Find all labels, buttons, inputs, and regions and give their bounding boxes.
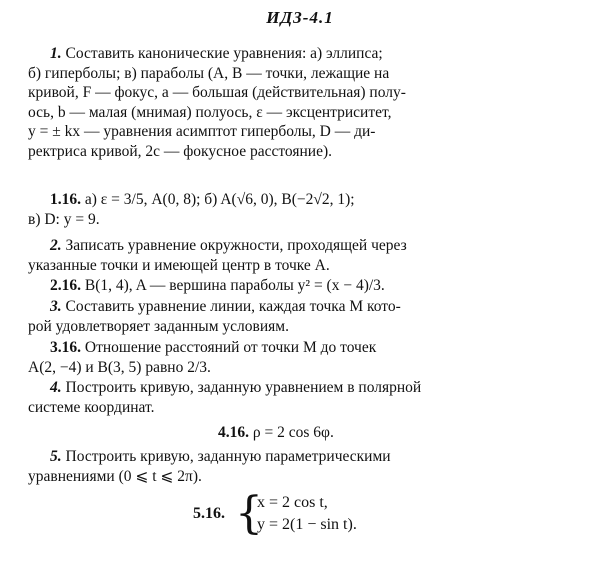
- task-1-line-2: б) гиперболы; в) параболы (A, B — точки, лежащие на: [28, 64, 390, 82]
- task-3: [28, 297, 574, 336]
- answer-3-16: [28, 338, 574, 377]
- task-2: [28, 236, 574, 275]
- task-4-line-2: системе координат.: [28, 398, 155, 416]
- answer-2-number: 2.16.: [50, 277, 81, 294]
- task-4: [28, 378, 574, 417]
- answer-4-text: ρ = 2 cos 6φ.: [252, 424, 334, 441]
- task-2-line-2: указанные точки и имеющей центр в точке A.: [28, 256, 330, 274]
- task-5-text-1: Построить кривую, заданную параметрическими: [65, 448, 391, 465]
- answer-5-eq-2: y = 2(1 − sin t).: [257, 516, 357, 533]
- answer-3-line-2: A(2, −4) и B(3, 5) равно 2/3.: [28, 358, 211, 376]
- answer-4-16: [218, 423, 518, 443]
- task-2-text-1: Записать уравнение окружности, проходящей через: [65, 237, 407, 254]
- task-2-number: 2.: [50, 237, 62, 254]
- task-3-line-2: рой удовлетворяет заданным условиям.: [28, 317, 289, 335]
- answer-5-number: 5.16.: [193, 505, 225, 522]
- task-1-number: 1.: [50, 45, 62, 62]
- task-5: [28, 447, 574, 486]
- task-3-number: 3.: [50, 298, 62, 315]
- task-4-number: 4.: [50, 379, 62, 396]
- answer-1-16: [28, 190, 574, 229]
- task-5-line-2: уравнениями (0 ⩽ t ⩽ 2π).: [28, 467, 202, 485]
- task-1-line-6: ректриса кривой, 2c — фокусное расстояние).: [28, 142, 333, 160]
- task-1: [28, 44, 574, 161]
- page-title: ИДЗ-4.1: [266, 8, 334, 27]
- task-3-text-1: Составить уравнение линии, каждая точка M кото-: [65, 298, 401, 315]
- answer-3-line-1: Отношение расстояний от точки M до точек: [84, 339, 377, 356]
- answer-1-line-2: в) D: y = 9.: [28, 210, 100, 228]
- task-1-line-3: кривой, F — фокус, a — большая (действительная) полу-: [28, 84, 406, 101]
- task-1-line-5: y = ± kx — уравнения асимптот гиперболы, D — ди-: [28, 123, 376, 140]
- task-5-number: 5.: [50, 448, 62, 465]
- task-1-text-1: Составить канонические уравнения: а) эллипса;: [65, 45, 383, 62]
- answer-1-number: 1.16.: [50, 191, 81, 208]
- answer-3-number: 3.16.: [50, 339, 81, 356]
- task-1-line-4: ось, b — малая (мнимая) полуось, ε — эксцентриситет,: [28, 103, 392, 121]
- answer-4-number: 4.16.: [218, 424, 249, 441]
- answer-5-16: [193, 488, 453, 542]
- answer-5-eq-1: x = 2 cos t,: [257, 494, 328, 511]
- answer-2-text: B(1, 4), A — вершина параболы y² = (x − 4)/3.: [84, 277, 385, 294]
- system-brace: {: [235, 488, 263, 539]
- answer-1-line-1: а) ε = 3/5, A(0, 8); б) A(√6, 0), B(−2√2, 1);: [84, 191, 355, 208]
- answer-2-16: [28, 276, 574, 296]
- task-1-line-1: [28, 44, 574, 64]
- task-4-text-1: Построить кривую, заданную уравнением в полярной: [65, 379, 422, 396]
